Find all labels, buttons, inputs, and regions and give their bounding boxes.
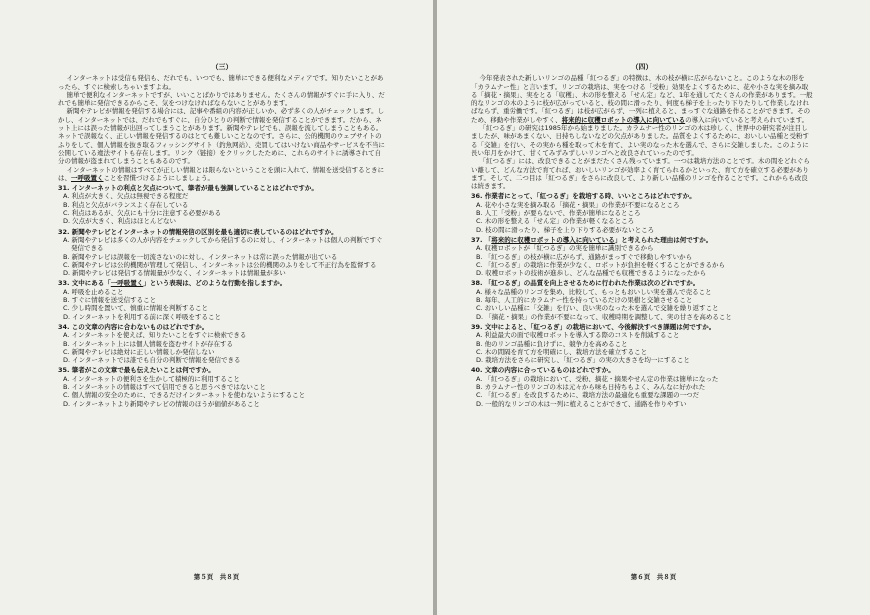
question-stem: 38. 「紅つるぎ」の品質を向上させるために行われた作業は次のどれですか。 (471, 279, 700, 288)
answer-option: C. 木の形を整える「せん定」の作業が軽くなるところ (476, 217, 635, 226)
answer-option: D. 一般的なリンゴの木は一列に植えることができて、通路を作りやすい (476, 399, 687, 408)
answer-option: B. インターネット上には個人情報を盗むサイトが存在する (63, 339, 234, 348)
passage-paragraph: 「紅つるぎ」には、改良できることがまだたくさん残っています。一つは栽培方法のことです。木の間をどれぐらい離して、どんな方法で育てれば、おいしいリンゴが効率よく育てられるかといった、育て方を確立する必要があります。そして、二つ目は「紅つるぎ」をさらに改良して、より新しい品種のリンゴを作ることです。これからも改良は続きます。 (471, 157, 810, 191)
question-block-33 (58, 279, 386, 320)
question-block-32 (58, 228, 386, 278)
answer-option: B. 他のリンゴ品種に負けずに、競争力を高めること (476, 339, 628, 348)
underlined-phrase: 一呼吸置く (71, 173, 104, 182)
question-block-40 (471, 366, 813, 407)
answer-option: D. 収穫ロボットの技術が進歩し、どんな品種でも収穫できるようになったから (476, 269, 707, 278)
answer-option: A. 「紅つるぎ」の栽培において、受粉、摘花・摘果やせん定の作業は簡単になった (476, 374, 719, 383)
underlined-phrase: 一呼吸置く (110, 279, 144, 288)
paragraph-text: 今年発表された新しいリンゴの品種「紅つるぎ」の特徴は、木の枝が横に広がらないこと。このような木の形を「カラムナー性」と言います。リンゴの栽培は、実をつける「受粉」効果をよくするために、花や小さな実を摘み取る「摘花・摘果」、実をとる「収穫」、木の形を整える「せん定」など、1年を通してたくさんの作業があります。一般的なリンゴの木のように枝が広がっていると、枝の間に滑ったり、何度も梯子を上ったり下りたりして作業しなければならず、重労働です。「紅つるぎ」は枝が広がらず、一列に植えると、まっすぐな通路を作ることができます。そのため、移動や作業がしやすく、 (471, 74, 813, 124)
question-stem: 32. 新聞やテレビとインターネットの情報発信の区別を最も適切に表しているのはどれですか。 (58, 227, 338, 236)
answer-option: C. 「紅つるぎ」を改良するために、栽培方法の最適化も重要な課題の一つだ (476, 391, 700, 400)
question-block-38 (471, 279, 813, 320)
answer-option: B. すぐに情報を送受信すること (63, 296, 157, 305)
answer-option: A. インターネットの便利さを生かして積極的に利用すること (63, 374, 240, 383)
stem-text: 」と考えられた理由は何ですか。 (614, 235, 713, 244)
passage-paragraph: 新聞やテレビが情報を発信する場合には、記事や番組の内容が正しいか、必ず多くの人がチェックします。しかし、インターネットでは、だれでもすぐに、自分ひとりの判断で情報を発信することができます。だから、ネット上には誤った情報が出回ってしまうことがあります。新聞やテレビでも、誤報を流してしまうこともある。ネットで誤報なく、正しい情報を発信するのはとても難しいことなのです。さらに、公的機関のウェブサイトのふりをして、個人情報を抜き取るフィッシングサイト（釣魚网站）、売買してはいけない商品やサービスを不当に公開している違法サイトも存在します。リンク（链接）をクリックしたために、これらのサイトに誘導されて自分の情報が盗まれてしまうこともあるのです。 (58, 107, 385, 166)
question-stem: 31. インターネットの利点と欠点について、筆者が最も強調していることはどれですか。 (58, 184, 318, 193)
answer-option: A. 呼吸を止めること (63, 287, 124, 296)
answer-option: A. 収穫ロボットが「紅つるぎ」の実を簡単に識別できるから (476, 244, 654, 253)
answer-option: A. 様々な品種のリンゴを集め、比較して、もっともおいしい実を選んで売ること (476, 287, 712, 296)
question-stem: 36. 作業者にとって、「紅つるぎ」を栽培する時、いいところはどれですか。 (471, 192, 696, 201)
stem-text: 33. 文中にある「 (58, 279, 111, 288)
passage-paragraph: 「紅つるぎ」の研究は1985年から始まりました。カラムナー性のリンゴの木は珍しく、世界中の研究者が注目しましたが、味があまくない、日持ちしないなどの欠点がありました。品質をよくするために、おいしい品種と受粉する「交雑」を行い、その実から種を取って木を育て、よい実のなった木を選んで、さらに交雑しました。このように長い年月をかけて、甘くてみずみずしいリンゴへと改良されていったのです。 (471, 124, 809, 157)
answer-option: D. インターネットを利用する前に深く呼吸をすること (63, 312, 222, 321)
paragraph-text: の導入に向いていると考えられています。 (685, 115, 809, 124)
question-stem: 39. 文中によると、「紅つるぎ」の栽培において、今後解決すべき課題は何ですか。 (471, 322, 716, 331)
answer-option: C. 利点はあるが、欠点にも十分に注意する必要がある (63, 209, 222, 218)
passage-heading: （四） (631, 63, 653, 71)
answer-option: D. インターネットより新聞やテレビの情報のほうが価値があること (63, 399, 260, 408)
answer-option: B. 人工「受粉」が要らないで、作業が簡単になるところ (476, 209, 641, 218)
answer-option: A. インターネットを使えば、知りたいことをすぐに検索できる (63, 331, 247, 340)
answer-option: C. 新聞やテレビは公的機関が管理して発信し、インターネットは公的機関のふりをして不正行為を監督する (63, 260, 377, 269)
answer-option: C. 「紅つるぎ」の栽培に作業が少なく、ロボットが負担を軽くすることができるから (476, 260, 726, 269)
exam-page-right (437, 0, 870, 615)
right-column (471, 63, 813, 408)
page-footer: 第６页 共８页 (630, 573, 677, 581)
passage-paragraph: 簡単で便利なインターネットですが、いいことばかりではありません。たくさんの情報がすぐに手に入り、だれでも簡単に発信できるからこそ、気をつけなければならないことがあります。 (58, 90, 385, 108)
answer-option: B. インターネットの情報はすべて信用できると思うべきではないこと (63, 382, 266, 391)
answer-option: C. 木の間隔を育て方を明確にし、栽培方法を確立すること (476, 347, 648, 356)
underlined-phrase: 将来的に収穫ロボットの導入に向いている (561, 115, 686, 124)
answer-option: D. インターネットでは誰でも自分の判断で情報を発信できる (63, 356, 241, 365)
answer-option: B. カラムナー性のリンゴの木は元々から味も日持ちもよく、みんなに好かれた (476, 382, 706, 391)
question-stem (58, 279, 386, 287)
answer-option: D. 栽培方法をさらに研究し、「紅つるぎ」の実の大きさを均一にすること (476, 356, 690, 365)
answer-option: A. 利益最大の面で収穫ロボットを導入する際のコストを削減すること (476, 331, 680, 340)
passage-paragraph (58, 166, 386, 183)
question-stem: 40. 文章の内容に合っているものはどれですか。 (471, 366, 615, 375)
question-block-35 (58, 366, 386, 407)
answer-option: D. 新聞やテレビは発信する情報量が少なく、インターネットは情報量が多い (63, 269, 286, 278)
answer-option: D. 枝の間に滑ったり、梯子を上り下りする必要がないところ (476, 225, 655, 234)
stem-text: 37. 「 (471, 235, 492, 244)
left-column (58, 63, 386, 408)
answer-option: C. 少し時間を置いて、慎重に情報を判断すること (63, 304, 209, 313)
question-block-34 (58, 323, 386, 364)
answer-option: D. 「摘花・摘果」の作業が不要になって、収穫時期を調整して、実の甘さを高めること (476, 312, 732, 321)
question-stem: 35. 筆者がこの文章で最も伝えたいことは何ですか。 (58, 366, 215, 375)
page-footer: 第５页 共８页 (193, 573, 240, 581)
passage-paragraph: インターネットは受信も発信も、だれでも、いつでも、簡単にできる便利なメディアです。知りたいことがあったら、すぐに検索しちゃいますよね。 (58, 74, 384, 91)
passage-paragraph (471, 74, 813, 124)
underlined-phrase: 将来的に収穫ロボットの導入に向いている (491, 235, 615, 244)
answer-option: B. 毎年、人工的にカラムナー性を持っているだけの果樹と交雑させること (476, 296, 693, 305)
paragraph-text: ことを習慣づけるようにしましょう。 (103, 173, 214, 182)
answer-option: A. 利点が大きく、欠点は無視できる程度だ (63, 192, 189, 201)
exam-page-left (0, 0, 433, 615)
question-block-31 (58, 184, 386, 225)
question-stem: 34. この文章の内容に合わないものはどれですか。 (58, 322, 209, 331)
question-stem (471, 236, 813, 244)
question-block-39 (471, 323, 813, 364)
answer-option: C. おいしい品種に「交雑」を行い、良い実のなった木を選んで交雑を繰り返すこと (476, 304, 719, 313)
answer-option: C. 個人情報の安全のために、できるだけインターネットを使わないようにすること (63, 391, 306, 400)
question-block-36 (471, 192, 813, 233)
question-block-37 (471, 236, 813, 277)
answer-option: B. 利点と欠点がバランスよく存在している (63, 200, 189, 209)
answer-option: C. 新聞やテレビは絶対に正しい情報しか発信しない (63, 347, 215, 356)
answer-option: B. 「紅つるぎ」の枝が横に広がらず、通路がまっすぐで移動しやすいから (476, 252, 693, 261)
answer-option: A. 花や小さな実を摘み取る「摘花・摘果」の作業が不要になるところ (476, 200, 680, 209)
stem-text: 」という表現は、どのような行動を指しますか。 (143, 279, 287, 288)
passage-heading: （三） (211, 63, 233, 71)
paragraph-text: インターネットの情報はすべてが正しい情報とは限らないということを頭に入れて、情報を送受信するときには、 (58, 165, 385, 182)
answer-option: A. 新聞やテレビは多くの人が内容をチェックしてから発信するのに対し、インターネットは個人の判断ですぐ発信できる (63, 235, 383, 253)
answer-option: D. 欠点が大きく、利点はほとんどない (63, 217, 177, 226)
answer-option: B. 新聞やテレビは誤報を一切流さないのに対し、インターネットは常に誤った情報が出ている (63, 252, 338, 261)
